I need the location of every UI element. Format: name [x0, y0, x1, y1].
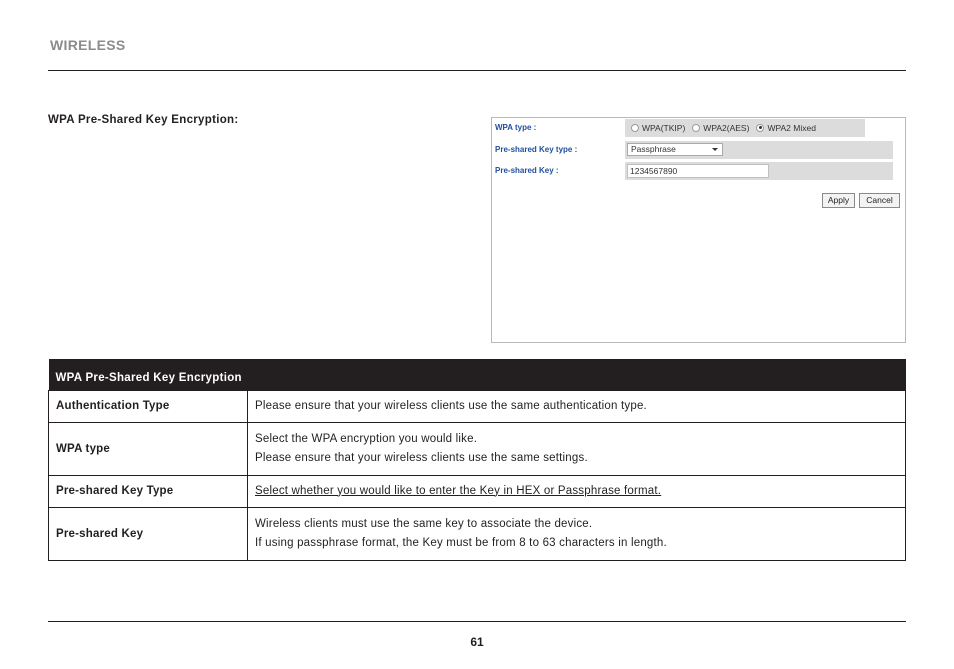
apply-button[interactable]: Apply [822, 193, 855, 208]
pre-shared-key-input[interactable]: 1234567890 [627, 164, 769, 178]
key-type-field [625, 141, 893, 159]
radio-label: WPA2(AES) [703, 123, 750, 133]
radio-wpa2-aes[interactable] [692, 119, 749, 137]
radio-label: WPA2 Mixed [767, 123, 816, 133]
footer-divider [48, 621, 906, 622]
chevron-down-icon [712, 148, 718, 151]
table-row [49, 475, 906, 507]
page-number: 61 [470, 635, 484, 649]
wpa-type-radio-group [631, 119, 823, 137]
key-field [625, 162, 893, 180]
row-description [248, 507, 906, 560]
cancel-button[interactable]: Cancel [859, 193, 900, 208]
subheading: WPA Pre-Shared Key Encryption: [48, 114, 239, 126]
row-description [248, 390, 906, 422]
table-row [49, 390, 906, 422]
table-row [49, 507, 906, 560]
definitions-table [48, 359, 906, 561]
description-line: Select whether you would like to enter the Key in HEX or Passphrase format. [255, 484, 662, 497]
key-type-value: Passphrase [631, 144, 676, 154]
wpa-type-field [625, 119, 865, 137]
key-type-select[interactable] [627, 143, 723, 156]
header-divider [48, 70, 906, 71]
radio-icon [692, 124, 700, 132]
wpa-type-label: WPA type : [495, 123, 537, 132]
key-label: Pre-shared Key : [495, 166, 559, 175]
row-term: WPA type [49, 422, 248, 475]
radio-wpa2-mixed[interactable] [756, 119, 816, 137]
radio-selected-icon [756, 124, 764, 132]
row-term: Pre-shared Key [49, 507, 248, 560]
table-title: WPA Pre-Shared Key Encryption [49, 359, 906, 390]
row-description [248, 475, 906, 507]
radio-icon [631, 124, 639, 132]
description-line: Wireless clients must use the same key to associate the device. [255, 517, 593, 530]
radio-label: WPA(TKIP) [642, 123, 686, 133]
description-line: If using passphrase format, the Key must be from 8 to 63 characters in length. [255, 536, 667, 549]
key-type-label: Pre-shared Key type : [495, 145, 578, 154]
description-line: Select the WPA encryption you would like. [255, 432, 478, 445]
table-row [49, 422, 906, 475]
description-line: Please ensure that your wireless clients use the same settings. [255, 451, 588, 464]
row-term: Authentication Type [49, 390, 248, 422]
row-description [248, 422, 906, 475]
settings-screenshot-panel [491, 117, 906, 343]
description-line: Please ensure that your wireless clients use the same authentication type. [255, 399, 647, 412]
section-title: WIRELESS [50, 37, 126, 53]
row-term: Pre-shared Key Type [49, 475, 248, 507]
radio-wpa-tkip[interactable] [631, 119, 685, 137]
